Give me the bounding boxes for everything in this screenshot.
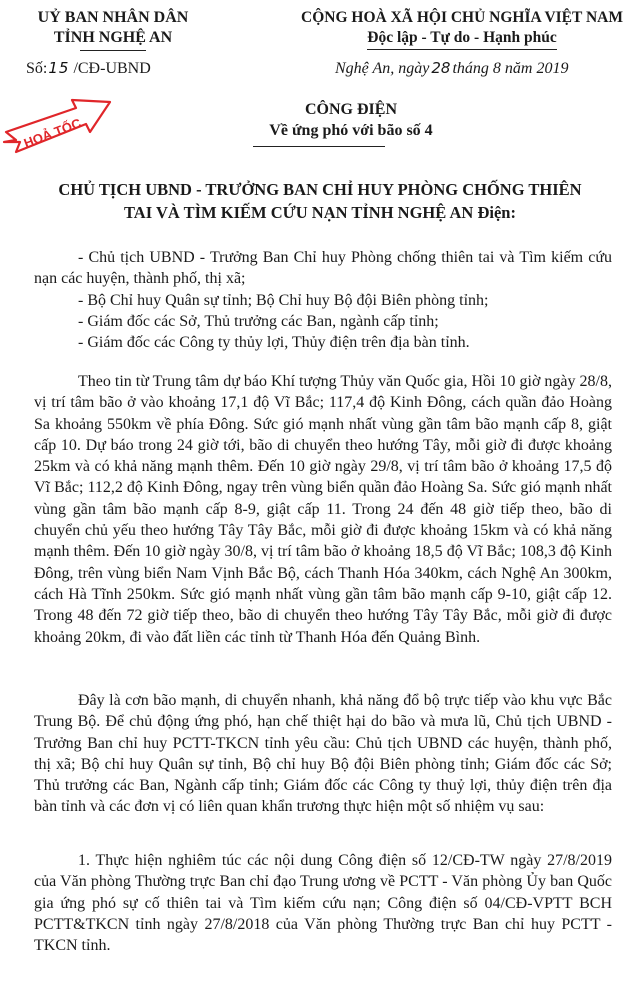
paragraph-text: 1. Thực hiện nghiêm túc các nội dung Công điện số 12/CĐ-TW ngày 27/8/2019 của Văn phòng Thường trực Ban chỉ đạo Trung ương về PCTT - Văn phòng Ủy ban Quốc gia ứng phó sự cố thiên tai và Tìm kiếm cứu nạn; Công điện số 04/CĐ-VPTT BCH PCTT&TKCN tỉnh ngày 27/8/2018 của Văn phòng Thường trực Ban chỉ huy PCTT - TKCN tỉnh. [34,852,612,955]
national-motto-line: Độc lập - Tự do - Hạnh phúc [367,28,556,50]
date-day: 28 [431,59,451,77]
document-number-value: 15 [48,59,70,77]
title-subject: Về ứng phó với bão số 4 [269,122,433,139]
body-paragraph-request [34,690,612,818]
recipient-item: - Bộ Chỉ huy Quân sự tỉnh; Bộ Chỉ huy Bộ đội Biên phòng tỉnh; [78,291,489,309]
recipient-list [34,247,612,353]
recipient-item: - Chủ tịch UBND - Trưởng Ban Chỉ huy Phòng chống thiên tai và Tìm kiếm cứu nạn các huyện, thành phố, thị xã; [34,249,612,288]
sender-heading [20,178,620,224]
document-title [0,100,640,147]
sender-heading-line-1: CHỦ TỊCH UBND - TRƯỞNG BAN CHỈ HUY PHÒNG CHỐNG THIÊN [58,180,582,199]
title-type: CÔNG ĐIỆN [304,101,397,118]
authority-line-2: TỈNH NGHỆ AN [53,29,173,46]
national-motto [292,8,632,50]
date-prefix: Nghệ An, ngày [335,60,430,77]
stamp-text: HOẢ TỐC [21,115,84,151]
recipient-item: - Giám đốc các Công ty thủy lợi, Thủy điện trên địa bàn tỉnh. [78,334,470,352]
body-paragraph-forecast [34,371,612,648]
paragraph-text: Theo tin từ Trung tâm dự báo Khí tượng Thủy văn Quốc gia, Hồi 10 giờ ngày 28/8, vị trí tâm bão ở vào khoảng 17,1 độ Vĩ Bắc; 117,4 độ Kinh Đông, cách quần đảo Hoàng Sa khoảng 550km về phía Đông. Sức gió mạnh nhất vùng gần tâm bão mạnh cấp 8, giật cấp 10. Dự báo trong 24 giờ tới, bão di chuyển theo hướng Tây, mỗi giờ đi được khoảng 25km và có khả năng mạnh thêm. Đến 10 giờ ngày 29/8, vị trí tâm bão ở khoảng 17,5 độ Vĩ Bắc; 112,2 độ Kinh Đông, ngay trên vùng biển quần đảo Hoàng Sa. Sức gió mạnh nhất vùng gần tâm bão mạnh cấp 8-9, giật cấp 11. Trong 24 đến 48 giờ tiếp theo, bão di chuyển chủ yếu theo hướng Tây Tây Bắc, mỗi giờ đi được khoảng 15km và có khả năng mạnh thêm. Đến 10 giờ ngày 30/8, vị trí tâm bão ở khoảng 18,5 độ Vĩ Bắc; 108,3 độ Kinh Đông, trên vùng biển Nam Vịnh Bắc Bộ, cách Thanh Hóa 340km, cách Nghệ An 300km, cách Hà Tĩnh 250km. Sức gió mạnh nhất vùng gần tâm bão mạnh cấp 9-10, giật cấp 12. Trong 48 đến 72 giờ tiếp theo, bão di chuyển theo hướng Tây Tây Bắc, mỗi giờ đi được khoảng 20km, đi vào đất liền các tỉnh từ Thanh Hóa đến Quảng Bình. [34,373,612,646]
authority-line-1: UỶ BAN NHÂN DÂN [37,9,189,26]
document-date [335,58,568,79]
paragraph-text: Đây là cơn bão mạnh, di chuyển nhanh, khả năng đổ bộ trực tiếp vào khu vực Bắc Trung Bộ. Để chủ động ứng phó, hạn chế thiệt hại do bão và mưa lũ, Chủ tịch UBND - Trưởng Ban chỉ huy PCTT-TKCN tỉnh yêu cầu: Chủ tịch UBND các huyện, thành phố, thị xã; Bộ chỉ huy Quân sự tỉnh, Bộ chỉ huy Bộ đội Biên phòng tỉnh; Giám đốc các Sở; Thủ trưởng các Ban, Ngành cấp tỉnh; Giám đốc các Công ty thuỷ lợi, thủy điện trên địa bàn tỉnh và các đơn vị có liên quan khẩn trương thực hiện một số nhiệm vụ sau: [34,692,612,816]
sender-heading-line-2: TAI VÀ TÌM KIẾM CỨU NẠN TỈNH NGHỆ AN Điện: [124,203,516,222]
body-paragraph-task-1 [34,850,612,956]
issuing-authority [18,8,208,51]
document-number-label: Số: [26,60,48,77]
document-number-suffix: /CĐ-UBND [73,60,151,77]
recipient-item: - Giám đốc các Sở, Thủ trưởng các Ban, ngành cấp tỉnh; [78,312,439,330]
document-number [26,58,151,79]
national-title: CỘNG HOÀ XÃ HỘI CHỦ NGHĨA VIỆT NAM [301,9,623,26]
title-underline [253,146,385,147]
authority-underline [80,50,146,51]
date-suffix: tháng 8 năm 2019 [452,60,569,77]
